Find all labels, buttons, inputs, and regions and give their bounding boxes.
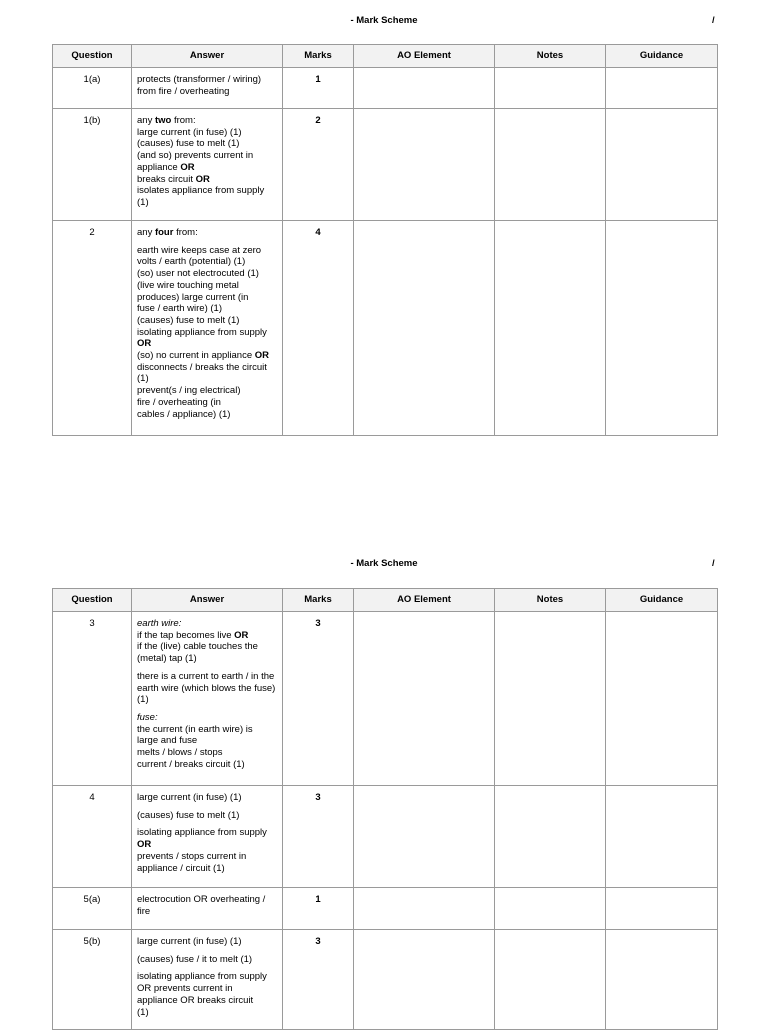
table-header-row — [53, 45, 718, 68]
guidance-cell — [606, 612, 718, 786]
ao-element-cell — [354, 930, 495, 1030]
marks-cell: 3 — [283, 786, 354, 888]
table-row — [53, 221, 718, 436]
table-row — [53, 109, 718, 221]
answer-text: large and fuse — [137, 735, 198, 747]
answer-line — [137, 839, 278, 851]
column-header-answer: Answer — [132, 589, 283, 612]
notes-cell — [495, 930, 606, 1030]
guidance-cell — [606, 930, 718, 1030]
answer-text: large current (in fuse) (1) — [137, 126, 242, 138]
answer-text: (1) — [137, 694, 149, 706]
guidance-cell — [606, 109, 718, 221]
answer-text: (so) no current in appliance — [137, 350, 255, 362]
marks-cell: 3 — [283, 930, 354, 1030]
mark-scheme-table — [52, 44, 718, 436]
answer-line — [137, 971, 278, 983]
page-header-slash: / — [712, 15, 715, 26]
answer-subheading: fuse: — [137, 711, 158, 723]
question-cell: 1(b) — [53, 109, 132, 221]
answer-emphasis: OR — [195, 173, 210, 185]
table-row — [53, 612, 718, 786]
answer-emphasis: OR — [137, 338, 152, 350]
answer-line — [137, 827, 278, 839]
answer-line — [137, 115, 278, 127]
answer-line — [137, 227, 278, 239]
answer-line — [137, 256, 278, 268]
ao-element-cell — [354, 109, 495, 221]
marks-cell: 1 — [283, 888, 354, 930]
answer-line — [137, 641, 278, 653]
page-header-slash: / — [712, 558, 715, 569]
ao-element-cell — [354, 221, 495, 436]
answer-line — [137, 338, 278, 350]
column-header-marks: Marks — [283, 45, 354, 68]
question-cell: 3 — [53, 612, 132, 786]
answer-text: (1) — [137, 196, 149, 208]
answer-text: (causes) fuse / it to melt (1) — [137, 953, 253, 965]
answer-line — [137, 747, 278, 759]
answer-line — [137, 735, 278, 747]
answer-text: protects (transformer / wiring) — [137, 74, 262, 85]
answer-text: there is a current to earth / in the — [137, 670, 275, 682]
answer-text: if the tap becomes live — [137, 629, 235, 641]
answer-text: current / breaks circuit (1) — [137, 758, 245, 770]
notes-cell — [495, 109, 606, 221]
guidance-cell — [606, 221, 718, 436]
guidance-cell — [606, 786, 718, 888]
answer-text: melts / blows / stops — [137, 747, 223, 759]
answer-line — [137, 810, 278, 822]
notes-cell — [495, 68, 606, 109]
answer-text: disconnects / breaks the circuit — [137, 361, 267, 373]
answer-line — [137, 174, 278, 186]
answer-text: any — [137, 227, 155, 238]
question-cell: 5(b) — [53, 930, 132, 1030]
answer-line — [137, 618, 278, 630]
answer-text: fire / overheating (in — [137, 396, 221, 408]
answer-emphasis: OR — [180, 161, 195, 173]
answer-line — [137, 303, 278, 315]
answer-line — [137, 851, 278, 863]
guidance-cell — [606, 888, 718, 930]
answer-text: from: — [173, 227, 198, 238]
answer-text: earth wire (which blows the fuse) — [137, 682, 276, 694]
answer-cell — [132, 109, 283, 221]
answer-text: the current (in earth wire) is — [137, 723, 253, 735]
column-header-ao-element: AO Element — [354, 45, 495, 68]
answer-text: volts / earth (potential) (1) — [137, 256, 246, 268]
answer-line — [137, 292, 278, 304]
answer-text: appliance / circuit (1) — [137, 862, 225, 874]
answer-text: earth wire keeps case at zero — [137, 244, 262, 256]
answer-line — [137, 630, 278, 642]
answer-text: appliance OR breaks circuit — [137, 994, 254, 1006]
page-header — [0, 558, 768, 572]
answer-line — [137, 397, 278, 409]
answer-line — [137, 936, 278, 948]
column-header-notes: Notes — [495, 45, 606, 68]
answer-text: isolating appliance from supply — [137, 827, 267, 839]
answer-line — [137, 197, 278, 209]
answer-emphasis: OR — [137, 839, 152, 851]
answer-line — [137, 385, 278, 397]
answer-text: electrocution OR overheating / — [137, 894, 266, 905]
answer-text: (live wire touching metal — [137, 279, 239, 291]
answer-text: isolating appliance from supply — [137, 326, 267, 338]
answer-cell — [132, 612, 283, 786]
table-row — [53, 930, 718, 1030]
answer-line — [137, 683, 278, 695]
answer-text: produces) large current (in — [137, 291, 249, 303]
ao-element-cell — [354, 68, 495, 109]
answer-line — [137, 694, 278, 706]
answer-line — [137, 1007, 278, 1019]
answer-text: from fire / overheating — [137, 85, 230, 97]
answer-text: (1) — [137, 1006, 149, 1018]
answer-emphasis: OR — [234, 629, 249, 641]
answer-cell — [132, 68, 283, 109]
table-header-row — [53, 589, 718, 612]
column-header-answer: Answer — [132, 45, 283, 68]
answer-text: (metal) tap (1) — [137, 653, 197, 665]
table-row — [53, 888, 718, 930]
question-cell: 2 — [53, 221, 132, 436]
marks-cell: 3 — [283, 612, 354, 786]
answer-line — [137, 268, 278, 280]
notes-cell — [495, 786, 606, 888]
answer-emphasis: four — [154, 227, 174, 238]
answer-text: (causes) fuse to melt (1) — [137, 314, 240, 326]
ao-element-cell — [354, 786, 495, 888]
notes-cell — [495, 888, 606, 930]
answer-line — [137, 724, 278, 736]
answer-text: any — [137, 115, 155, 126]
answer-line — [137, 373, 278, 385]
answer-text: (so) user not electrocuted (1) — [137, 268, 259, 280]
column-header-notes: Notes — [495, 589, 606, 612]
guidance-cell — [606, 68, 718, 109]
answer-line — [137, 863, 278, 875]
answer-text: appliance — [137, 161, 181, 173]
answer-text: (causes) fuse to melt (1) — [137, 809, 240, 821]
answer-text: large current (in fuse) (1) — [137, 936, 242, 947]
table-row — [53, 786, 718, 888]
page-title: - Mark Scheme — [350, 558, 418, 569]
marks-cell: 4 — [283, 221, 354, 436]
answer-text: isolates appliance from supply — [137, 185, 265, 197]
answer-line — [137, 792, 278, 804]
answer-cell — [132, 786, 283, 888]
answer-cell — [132, 221, 283, 436]
table-row — [53, 68, 718, 109]
answer-text: large current (in fuse) (1) — [137, 792, 242, 803]
answer-line — [137, 86, 278, 98]
answer-line — [137, 983, 278, 995]
answer-text: isolating appliance from supply — [137, 971, 267, 983]
answer-line — [137, 409, 278, 421]
question-cell: 1(a) — [53, 68, 132, 109]
answer-subheading: earth wire: — [137, 618, 182, 629]
answer-text: breaks circuit — [137, 173, 196, 185]
answer-text: cables / appliance) (1) — [137, 408, 231, 420]
answer-line — [137, 906, 278, 918]
answer-cell — [132, 888, 283, 930]
answer-line — [137, 712, 278, 724]
column-header-question: Question — [53, 589, 132, 612]
column-header-guidance: Guidance — [606, 589, 718, 612]
marks-cell: 2 — [283, 109, 354, 221]
answer-text: from: — [171, 115, 196, 126]
answer-text: fire — [137, 905, 151, 917]
answer-text: (1) — [137, 373, 149, 385]
question-cell: 4 — [53, 786, 132, 888]
answer-text: OR prevents current in — [137, 983, 233, 995]
answer-line — [137, 327, 278, 339]
answer-text: (and so) prevents current in — [137, 150, 254, 162]
answer-line — [137, 162, 278, 174]
answer-line — [137, 245, 278, 257]
answer-line — [137, 280, 278, 292]
column-header-ao-element: AO Element — [354, 589, 495, 612]
column-header-marks: Marks — [283, 589, 354, 612]
answer-line — [137, 350, 278, 362]
notes-cell — [495, 221, 606, 436]
marks-cell: 1 — [283, 68, 354, 109]
answer-line — [137, 127, 278, 139]
answer-line — [137, 74, 278, 86]
page-title: - Mark Scheme — [350, 15, 418, 26]
answer-line — [137, 954, 278, 966]
notes-cell — [495, 612, 606, 786]
answer-text: fuse / earth wire) (1) — [137, 303, 222, 315]
ao-element-cell — [354, 612, 495, 786]
answer-line — [137, 185, 278, 197]
answer-line — [137, 150, 278, 162]
answer-line — [137, 759, 278, 771]
answer-line — [137, 671, 278, 683]
answer-text: (causes) fuse to melt (1) — [137, 138, 240, 150]
column-header-guidance: Guidance — [606, 45, 718, 68]
answer-line — [137, 362, 278, 374]
answer-emphasis: OR — [254, 350, 270, 362]
page-header — [0, 15, 768, 29]
answer-line — [137, 315, 278, 327]
answer-cell — [132, 930, 283, 1030]
answer-line — [137, 995, 278, 1007]
mark-scheme-table — [52, 588, 718, 1030]
answer-text: prevents / stops current in — [137, 850, 247, 862]
answer-line — [137, 653, 278, 665]
answer-text: prevent(s / ing electrical) — [137, 385, 241, 397]
column-header-question: Question — [53, 45, 132, 68]
answer-line — [137, 138, 278, 150]
ao-element-cell — [354, 888, 495, 930]
answer-line — [137, 894, 278, 906]
answer-emphasis: two — [154, 115, 172, 126]
question-cell: 5(a) — [53, 888, 132, 930]
answer-text: if the (live) cable touches the — [137, 641, 258, 653]
